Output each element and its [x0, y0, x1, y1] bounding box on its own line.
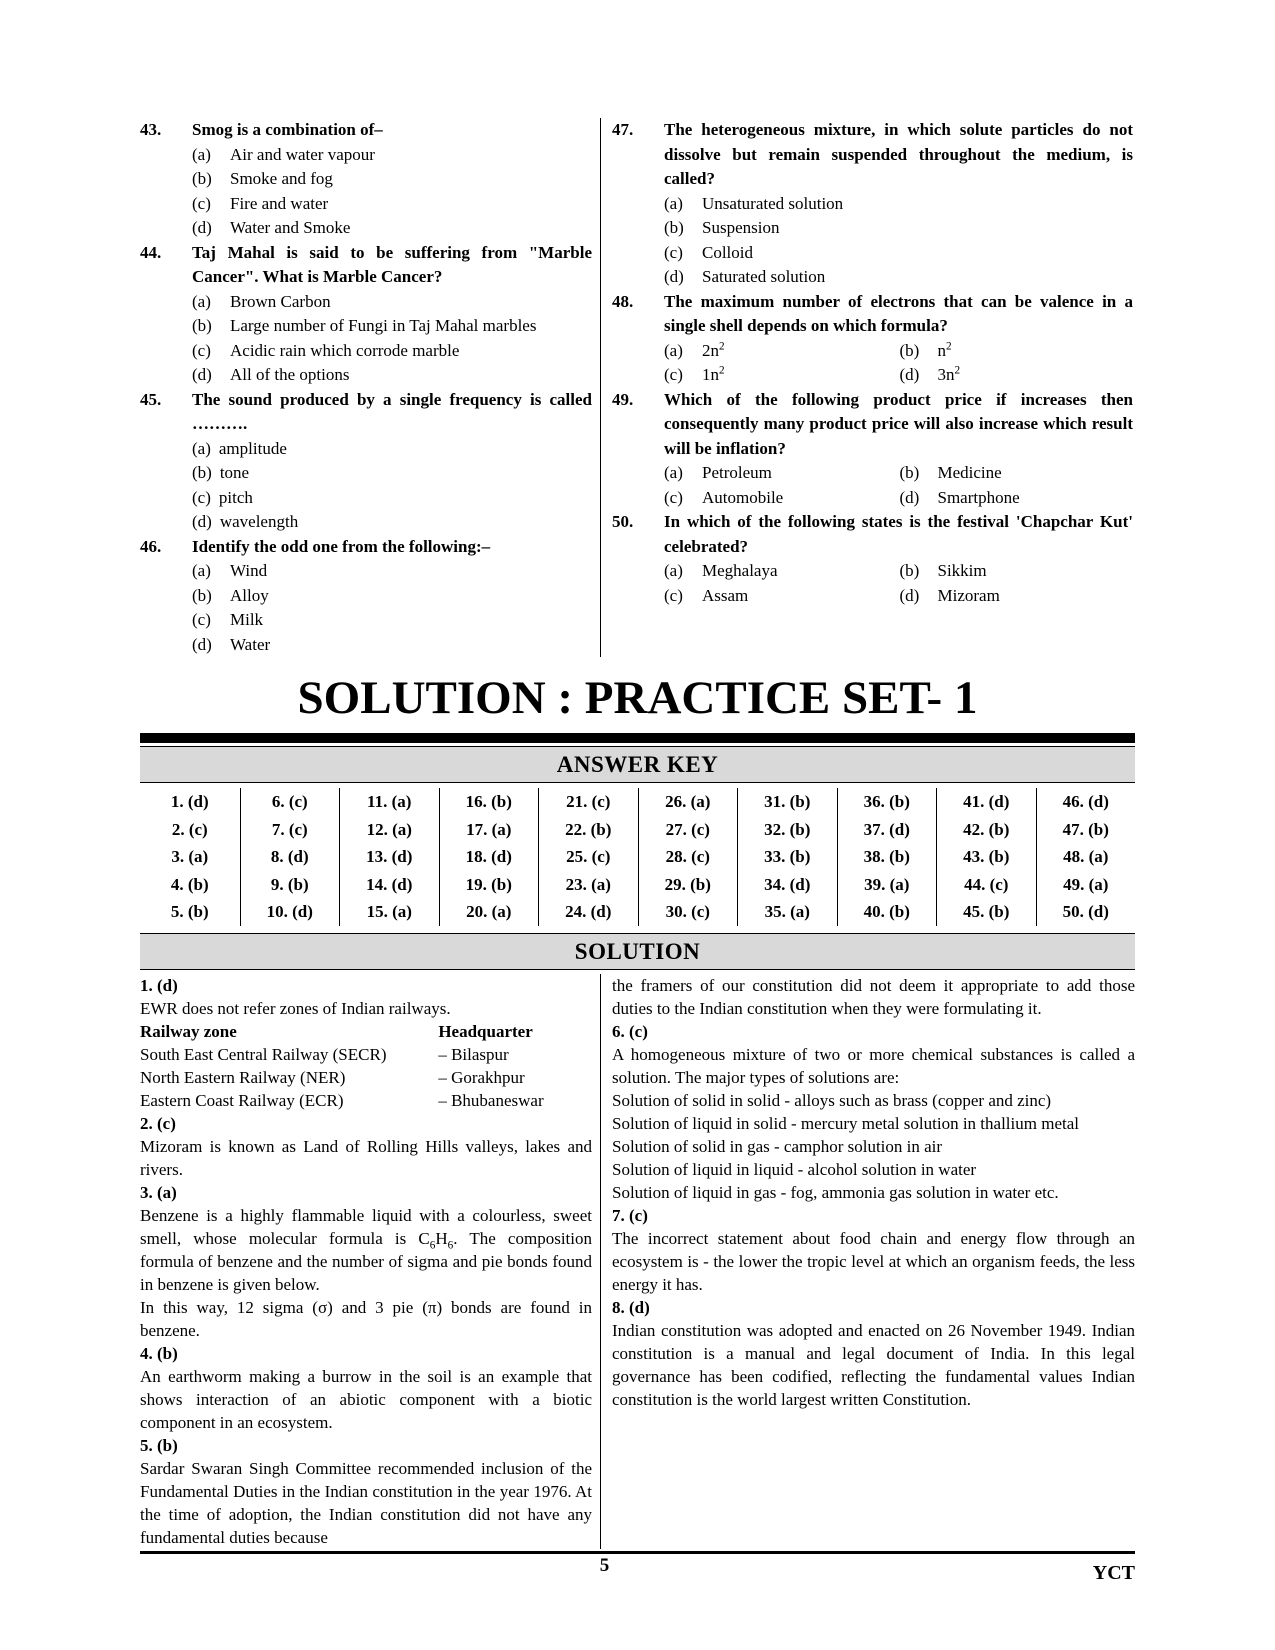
- options-grid: [612, 461, 1135, 510]
- question-option: [192, 290, 594, 315]
- option-text: Water and Smoke: [230, 218, 351, 237]
- question-text: Smog is a combination of–: [192, 120, 383, 139]
- question: [612, 388, 1135, 511]
- solution-paragraph: In this way, 12 sigma (σ) and 3 pie (π) bonds are found in benzene.: [140, 1297, 592, 1340]
- option-text: $n^2$: [937, 339, 952, 360]
- kv-right: – Gorakhpur: [438, 1067, 525, 1087]
- option-label: (c): [192, 193, 211, 213]
- question-text: The heterogeneous mixture, in which solute particles do not dissolve but remain suspended throughout the medium, is called?: [664, 120, 1133, 188]
- answer-key-cell: 34. (d): [737, 871, 837, 899]
- question-option: [192, 510, 594, 535]
- questions-column-right: [600, 118, 1135, 657]
- question-option: [192, 192, 594, 217]
- question-option: [664, 216, 1135, 241]
- question-text: In which of the following states is the festival 'Chapchar Kut' celebrated?: [664, 512, 1133, 556]
- option-label: (c): [664, 487, 683, 507]
- answer-key-cell: 45. (b): [936, 898, 1036, 926]
- option-text: Smartphone: [937, 487, 1020, 507]
- answer-key-cell: 33. (b): [737, 843, 837, 871]
- solution-paragraph: EWR does not refer zones of Indian railways.: [140, 998, 451, 1018]
- answer-key-cell: 43. (b): [936, 843, 1036, 871]
- question-number: 50.: [612, 512, 634, 531]
- question-option: [192, 437, 594, 462]
- question-option: [664, 486, 900, 511]
- option-text: Mizoram: [937, 585, 1000, 605]
- option-label: (c): [664, 585, 683, 605]
- superscript: 2: [719, 364, 725, 377]
- option-label: (d): [192, 218, 212, 237]
- option-label: (c): [192, 610, 211, 629]
- options-list: [140, 143, 594, 241]
- question-text: Identify the odd one from the following:–: [192, 536, 491, 556]
- option-text: Brown Carbon: [230, 291, 331, 311]
- option-text: Saturated solution: [702, 267, 826, 286]
- question: [140, 118, 594, 241]
- option-label: (a): [192, 561, 211, 580]
- solution-paragraph: Benzene is a highly flammable liquid with a colourless, sweet smell, whose molecular formula is $C_6H_6$. The composition formula of benzene and the number of sigma and pie bonds found in benzene is given below.: [140, 1205, 592, 1294]
- answer-key-cell: 1. (d): [170, 792, 209, 811]
- kv-left: North Eastern Railway (NER): [140, 1067, 346, 1087]
- answer-key-cell: 37. (d): [837, 816, 937, 844]
- kv-left: Railway zone: [140, 1021, 237, 1041]
- question-option: [192, 314, 594, 339]
- answer-key-cell: 48. (a): [1036, 843, 1136, 871]
- option-text: Petroleum: [702, 463, 772, 482]
- answer-key-cell: 31. (b): [737, 788, 837, 816]
- question-option: [192, 633, 594, 658]
- options-grid-row: [664, 559, 1135, 584]
- answer-key-cell: 40. (b): [837, 898, 937, 926]
- question-option: [900, 559, 1136, 584]
- option-text: Air and water vapour: [230, 144, 375, 164]
- question-text: The maximum number of electrons that can be valence in a single shell depends on which formula?: [664, 291, 1133, 335]
- option-text: All of the options: [230, 365, 350, 384]
- question-option: [664, 241, 1135, 266]
- answer-key-cell: 42. (b): [936, 816, 1036, 844]
- solution-heading: 8. (d): [612, 1297, 650, 1317]
- question-head: [140, 118, 594, 143]
- option-label: (a): [192, 144, 211, 164]
- kv-left: South East Central Railway (SECR): [140, 1044, 387, 1064]
- question: [140, 241, 594, 388]
- solution-heading: 6. (c): [612, 1021, 648, 1041]
- answer-key-table: [140, 783, 1135, 930]
- option-label: (a): [664, 561, 683, 580]
- question: [140, 535, 594, 658]
- option-text: amplitude: [218, 438, 287, 458]
- question-head: [612, 290, 1135, 339]
- answer-key-cell: 12. (a): [339, 816, 439, 844]
- question-text: Which of the following product price if increases then consequently many product price will also increase which result will be inflation?: [664, 389, 1133, 458]
- publisher-brand: YCT: [1092, 1561, 1135, 1584]
- question-number: 46.: [140, 536, 162, 556]
- question-option: [192, 486, 594, 511]
- answer-key-cell: 35. (a): [737, 898, 837, 926]
- answer-key-cell: 41. (d): [936, 788, 1036, 816]
- question-head: [140, 388, 594, 437]
- answer-key-cell: 29. (b): [638, 871, 738, 899]
- options-list: [612, 192, 1135, 290]
- question-option: [192, 559, 594, 584]
- answer-key-cell: 11. (a): [339, 788, 439, 816]
- option-text: Medicine: [937, 463, 1002, 482]
- option-text: Water: [230, 634, 271, 654]
- option-text: Automobile: [702, 487, 784, 507]
- answer-key-cell: 27. (c): [638, 816, 738, 844]
- solution-paragraph: The incorrect statement about food chain and energy flow through an ecosystem is - the lower the tropic level at which an organism feeds, the less energy it has.: [612, 1228, 1135, 1294]
- question-head: [612, 118, 1135, 192]
- answer-key-cell: 23. (a): [538, 871, 638, 899]
- answer-key-cell: 3. (a): [171, 847, 209, 866]
- question-option: [192, 216, 594, 241]
- option-label: (a): [192, 438, 211, 458]
- question-number: 47.: [612, 120, 634, 139]
- answer-key-cell: 20. (a): [439, 898, 539, 926]
- solution-heading: 4. (b): [140, 1343, 178, 1363]
- question-option: [664, 192, 1135, 217]
- divider-rule: [140, 733, 1135, 743]
- option-label: (b): [899, 463, 920, 482]
- solution-heading: 2. (c): [140, 1113, 176, 1133]
- options-grid: [612, 559, 1135, 608]
- solution-paragraph: An earthworm making a burrow in the soil is an example that shows interaction of an abiotic component with a biotic component in an ecosystem.: [140, 1366, 592, 1432]
- answer-key-cell: 4. (b): [170, 874, 209, 894]
- question-number: 49.: [612, 389, 634, 409]
- answer-key-cell: 2. (c): [171, 819, 208, 839]
- option-text: $1n^2$: [702, 364, 725, 384]
- option-label: (d): [899, 365, 920, 384]
- question-option: [664, 584, 900, 609]
- option-text: Fire and water: [230, 193, 329, 213]
- options-list: [140, 559, 594, 657]
- option-label: (b): [899, 340, 920, 360]
- option-label: (d): [192, 512, 212, 531]
- option-text: Alloy: [230, 585, 269, 605]
- question-option: [900, 486, 1136, 511]
- answer-key-cell: 50. (d): [1036, 898, 1136, 926]
- page-title: SOLUTION : PRACTICE SET- 1: [297, 672, 978, 724]
- question-option: [900, 584, 1136, 609]
- superscript: 2: [954, 364, 961, 377]
- question-option: [664, 363, 900, 388]
- answer-key-cell: 38. (b): [837, 843, 937, 871]
- option-label: (b): [192, 169, 212, 188]
- option-label: (a): [664, 463, 683, 482]
- question-number: 44.: [140, 242, 162, 262]
- kv-left: Eastern Coast Railway (ECR): [140, 1090, 344, 1110]
- option-label: (d): [899, 487, 920, 507]
- answer-key-cell: 17. (a): [439, 816, 539, 844]
- answer-key-cell: 36. (b): [837, 788, 937, 816]
- solution-paragraph: Solution of liquid in gas - fog, ammonia gas solution in water etc.: [612, 1182, 1059, 1202]
- answer-key-cell: 6. (c): [240, 788, 340, 816]
- solution-paragraph: Solution of liquid in solid - mercury metal solution in thallium metal: [612, 1113, 1079, 1133]
- option-text: tone: [219, 463, 250, 482]
- answer-key-cell: 44. (c): [936, 871, 1036, 899]
- answer-key-cell: 46. (d): [1036, 788, 1136, 816]
- question: [612, 118, 1135, 290]
- option-label: (a): [664, 340, 683, 360]
- answer-key-cell: 32. (b): [737, 816, 837, 844]
- options-list: [140, 437, 594, 535]
- kv-right: Headquarter: [438, 1021, 533, 1041]
- option-label: (a): [664, 193, 683, 213]
- solution-paragraph: Indian constitution was adopted and enacted on 26 November 1949. Indian constitution is a manual and legal document of India. In this legal governance has been codified, reflecting the fundamental values Indian constitution is the world largest written Constitution.: [612, 1320, 1135, 1409]
- question-head: [140, 535, 594, 560]
- solution-section: [140, 974, 1135, 1549]
- question-number: 48.: [612, 291, 634, 311]
- answer-key-cell: 25. (c): [538, 843, 638, 871]
- solution-paragraph: Solution of liquid in liquid - alcohol solution in water: [612, 1159, 977, 1179]
- question-option: [664, 265, 1135, 290]
- option-label: (b): [192, 585, 212, 605]
- solution-kv-row: [140, 1089, 592, 1112]
- option-text: Smoke and fog: [230, 169, 333, 188]
- answer-key-cell: 8. (d): [240, 843, 340, 871]
- option-label: (d): [192, 365, 212, 384]
- option-text: Wind: [230, 561, 268, 580]
- option-label: (b): [664, 218, 684, 237]
- question-option: [900, 461, 1136, 486]
- questions-column-left: [140, 118, 600, 657]
- question-number: 43.: [140, 120, 162, 139]
- question-option: [192, 584, 594, 609]
- answer-key-cell: 18. (d): [439, 843, 539, 871]
- option-text: Milk: [230, 610, 264, 629]
- page-number: 5: [599, 1554, 610, 1576]
- question-option: [900, 363, 1136, 388]
- option-text: Large number of Fungi in Taj Mahal marbles: [230, 316, 537, 335]
- question-head: [140, 241, 594, 290]
- option-text: wavelength: [219, 512, 299, 531]
- question-head: [612, 510, 1135, 559]
- option-label: (c): [664, 365, 683, 384]
- answer-key-cell: 49. (a): [1036, 871, 1136, 899]
- answer-key-cell: 24. (d): [538, 898, 638, 926]
- solution-column-left: [140, 974, 600, 1549]
- option-label: (d): [192, 634, 212, 654]
- option-text: pitch: [218, 487, 253, 507]
- option-text: Unsaturated solution: [702, 193, 844, 213]
- solution-kv-row: [140, 1043, 592, 1066]
- question-option: [192, 608, 594, 633]
- question: [140, 388, 594, 535]
- solution-paragraph: Mizoram is known as Land of Rolling Hills valleys, lakes and rivers.: [140, 1136, 592, 1179]
- option-text: Sikkim: [937, 561, 987, 580]
- answer-key-cell: 7. (c): [240, 816, 340, 844]
- kv-right: – Bilaspur: [438, 1044, 509, 1064]
- options-grid-row: [664, 363, 1135, 388]
- subscript: 6: [429, 1238, 436, 1251]
- question-option: [192, 167, 594, 192]
- answer-key-cell: 39. (a): [837, 871, 937, 899]
- solution-column-right: [600, 974, 1135, 1549]
- solution-paragraph: Solution of solid in gas - camphor solution in air: [612, 1136, 943, 1156]
- question-option: [664, 461, 900, 486]
- option-label: (d): [664, 267, 684, 286]
- kv-right: – Bhubaneswar: [438, 1090, 544, 1110]
- answer-key-cell: 28. (c): [638, 843, 738, 871]
- question-option: [192, 363, 594, 388]
- option-text: Colloid: [702, 242, 754, 262]
- answer-key-cell: 21. (c): [538, 788, 638, 816]
- question-text: Taj Mahal is said to be suffering from "Marble Cancer". What is Marble Cancer?: [192, 242, 592, 286]
- option-label: (a): [192, 291, 211, 311]
- question-option: [900, 339, 1136, 364]
- option-label: (c): [192, 340, 211, 360]
- options-grid-row: [664, 461, 1135, 486]
- solution-heading: 7. (c): [612, 1205, 648, 1225]
- solution-kv-row: [140, 1020, 592, 1043]
- solution-paragraph: Sardar Swaran Singh Committee recommended inclusion of the Fundamental Duties in the Indian constitution in the year 1976. At the time of adoption, the Indian constitution did not have any fundamental duties because: [140, 1458, 592, 1547]
- options-grid: [612, 339, 1135, 388]
- answer-key-cell: 10. (d): [240, 898, 340, 926]
- question-text: The sound produced by a single frequency is called ……….: [192, 389, 592, 433]
- answer-key-cell: 5. (b): [170, 902, 209, 921]
- superscript: 2: [946, 339, 952, 352]
- answer-key-cell: 9. (b): [240, 871, 340, 899]
- solution-heading: 3. (a): [140, 1182, 177, 1202]
- option-label: (b): [192, 316, 212, 335]
- solution-paragraph: A homogeneous mixture of two or more chemical substances is called a solution. The major types of solutions are:: [612, 1044, 1135, 1087]
- solution-header: [140, 933, 1135, 970]
- option-text: Meghalaya: [702, 561, 778, 580]
- question-option: [664, 339, 900, 364]
- answer-key-cell: 15. (a): [339, 898, 439, 926]
- question: [612, 290, 1135, 388]
- questions-section: [140, 118, 1135, 657]
- question-option: [192, 143, 594, 168]
- answer-key-cell: 16. (b): [439, 788, 539, 816]
- solution-paragraph: the framers of our constitution did not deem it appropriate to add those duties to the Indian constitution when they were formulating it.: [612, 975, 1135, 1018]
- answer-key-cell: 30. (c): [638, 898, 738, 926]
- options-grid-row: [664, 584, 1135, 609]
- options-list: [140, 290, 594, 388]
- answer-key-cell: 19. (b): [439, 871, 539, 899]
- option-label: (b): [899, 561, 920, 580]
- answer-key-header-label: ANSWER KEY: [556, 752, 719, 777]
- superscript: 2: [719, 339, 725, 352]
- question-head: [612, 388, 1135, 462]
- options-grid-row: [664, 339, 1135, 364]
- option-text: $3n^2$: [937, 364, 961, 384]
- solution-paragraph: Solution of solid in solid - alloys such as brass (copper and zinc): [612, 1090, 1052, 1110]
- option-text: Acidic rain which corrode marble: [230, 340, 460, 360]
- option-label: (c): [192, 487, 211, 507]
- answer-key-cell: 22. (b): [538, 816, 638, 844]
- option-label: (d): [899, 585, 920, 605]
- option-text: Assam: [702, 585, 749, 605]
- question-number: 45.: [140, 389, 162, 409]
- solution-heading: 5. (b): [140, 1435, 178, 1455]
- solution-header-label: SOLUTION: [574, 938, 701, 964]
- option-label: (b): [192, 463, 212, 482]
- answer-key-header: [140, 746, 1135, 783]
- option-label: (c): [664, 242, 683, 262]
- answer-key-cell: 14. (d): [339, 871, 439, 899]
- question-option: [664, 559, 900, 584]
- solution-kv-row: [140, 1066, 592, 1089]
- question: [612, 510, 1135, 608]
- option-text: Suspension: [702, 218, 780, 237]
- page-footer: [140, 1554, 1135, 1588]
- question-option: [192, 461, 594, 486]
- answer-key-cell: 13. (d): [339, 843, 439, 871]
- options-grid-row: [664, 486, 1135, 511]
- option-text: $2n^2$: [702, 339, 725, 360]
- subscript: 6: [447, 1238, 454, 1251]
- solution-heading: 1. (d): [140, 975, 178, 995]
- answer-key-cell: 47. (b): [1036, 816, 1136, 844]
- question-option: [192, 339, 594, 364]
- answer-key-cell: 26. (a): [638, 788, 738, 816]
